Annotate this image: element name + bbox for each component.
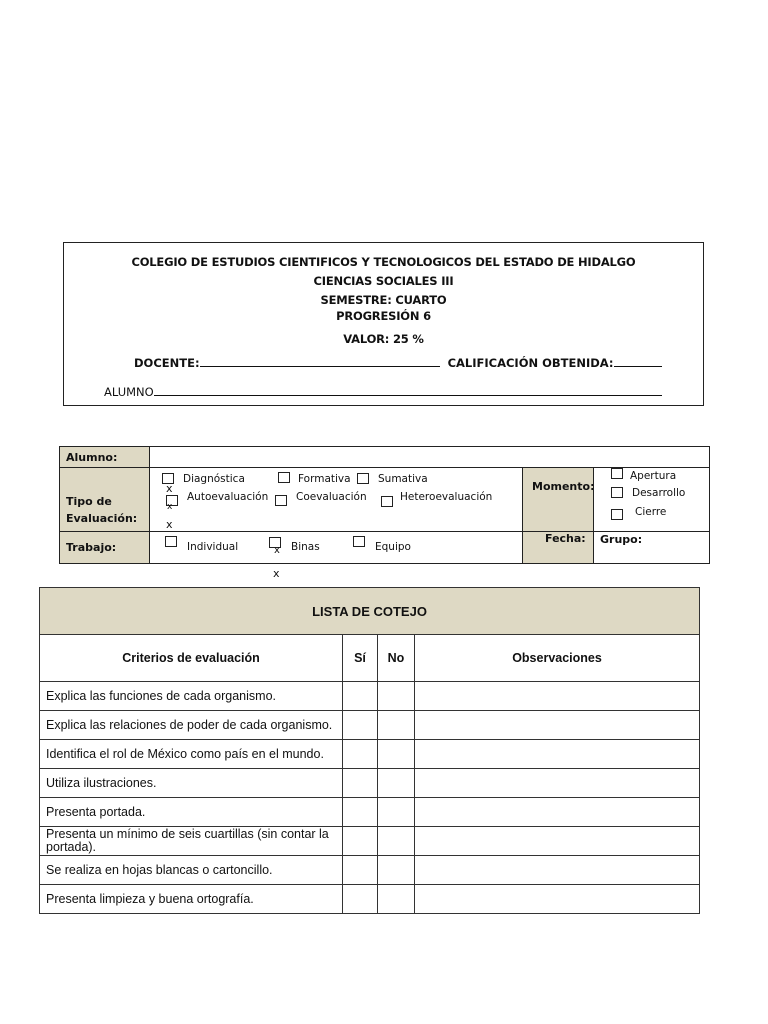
observations-cell[interactable] xyxy=(415,711,700,740)
student-line xyxy=(104,384,662,399)
option-individual: Individual xyxy=(187,541,239,553)
table-row xyxy=(40,769,700,798)
observations-cell[interactable] xyxy=(415,856,700,885)
checkbox-coevaluacion[interactable] xyxy=(275,495,287,506)
alumno-label: Alumno: xyxy=(66,451,118,464)
si-cell[interactable] xyxy=(343,769,378,798)
table-row xyxy=(40,798,700,827)
checkbox-equipo[interactable] xyxy=(353,536,365,547)
no-cell[interactable] xyxy=(378,682,415,711)
subject-title: CIENCIAS SOCIALES III xyxy=(313,274,454,288)
column-header: No xyxy=(378,635,415,682)
grade-field[interactable] xyxy=(614,355,662,367)
observations-cell[interactable] xyxy=(415,740,700,769)
option-cierre: Cierre xyxy=(635,506,667,518)
evaluation-info-table xyxy=(59,446,710,564)
student-label-cell xyxy=(59,446,150,468)
observations-cell[interactable] xyxy=(415,885,700,914)
moment-label-cell xyxy=(522,467,594,532)
student-label: ALUMNO xyxy=(104,385,154,399)
work-label-cell xyxy=(59,531,150,564)
group-cell[interactable] xyxy=(593,531,710,564)
checkbox-individual[interactable] xyxy=(165,536,177,547)
table-row xyxy=(40,682,700,711)
no-cell[interactable] xyxy=(378,740,415,769)
date-label-cell xyxy=(522,531,594,564)
progression-line: PROGRESIÓN 6 xyxy=(336,309,431,323)
teacher-grade-line xyxy=(134,355,662,370)
eval-type-label-1: Tipo de xyxy=(66,495,112,508)
group-label: Grupo: xyxy=(600,533,643,546)
observations-cell[interactable] xyxy=(415,827,700,856)
eval-type-label-cell xyxy=(59,467,150,532)
school-name: COLEGIO DE ESTUDIOS CIENTIFICOS Y TECNOLOGICOS DEL ESTADO DE HIDALGO xyxy=(131,255,636,269)
header-box xyxy=(63,242,704,406)
no-cell[interactable] xyxy=(378,827,415,856)
observations-cell[interactable] xyxy=(415,682,700,711)
option-heteroevaluacion: Heteroevaluación xyxy=(400,491,493,503)
si-cell[interactable] xyxy=(343,827,378,856)
checklist-title: LISTA DE COTEJO xyxy=(40,588,700,635)
criterion-cell: Explica las relaciones de poder de cada organismo. xyxy=(40,711,343,740)
checkbox-formativa[interactable] xyxy=(278,472,290,483)
checkbox-desarrollo[interactable] xyxy=(611,487,623,498)
work-options-cell xyxy=(149,531,523,564)
column-header: Observaciones xyxy=(415,635,700,682)
criterion-cell: Explica las funciones de cada organismo. xyxy=(40,682,343,711)
table-row xyxy=(40,711,700,740)
option-apertura: Apertura xyxy=(630,470,677,482)
option-coevaluacion: Coevaluación xyxy=(296,491,367,503)
table-row xyxy=(40,856,700,885)
checkbox-cierre[interactable] xyxy=(611,509,623,520)
criterion-cell: Presenta limpieza y buena ortografía. xyxy=(40,885,343,914)
observations-cell[interactable] xyxy=(415,798,700,827)
option-diagnostica: Diagnóstica xyxy=(183,473,245,485)
no-cell[interactable] xyxy=(378,885,415,914)
option-autoevaluacion: Autoevaluación xyxy=(187,491,269,503)
column-header: Criterios de evaluación xyxy=(40,635,343,682)
grade-label: CALIFICACIÓN OBTENIDA: xyxy=(447,356,614,370)
checkbox-sumativa[interactable] xyxy=(357,473,369,484)
criterion-cell: Presenta un mínimo de seis cuartillas (sin contar la portada). xyxy=(40,827,343,856)
semester-line: SEMESTRE: CUARTO xyxy=(320,293,447,307)
student-field[interactable] xyxy=(154,384,662,396)
criterion-cell: Utiliza ilustraciones. xyxy=(40,769,343,798)
checkbox-apertura[interactable] xyxy=(611,468,623,479)
option-formativa: Formativa xyxy=(298,473,351,485)
table-row xyxy=(40,740,700,769)
no-cell[interactable] xyxy=(378,856,415,885)
checkbox-heteroevaluacion[interactable] xyxy=(381,496,393,507)
si-cell[interactable] xyxy=(343,711,378,740)
si-cell[interactable] xyxy=(343,740,378,769)
no-cell[interactable] xyxy=(378,711,415,740)
value-line: VALOR: 25 % xyxy=(343,332,424,346)
mark-x: x xyxy=(274,545,280,556)
criterion-cell: Identifica el rol de México como país en el mundo. xyxy=(40,740,343,769)
table-row xyxy=(40,885,700,914)
moment-label: Momento: xyxy=(532,480,595,493)
no-cell[interactable] xyxy=(378,769,415,798)
option-desarrollo: Desarrollo xyxy=(632,487,686,499)
eval-type-label-2: Evaluación: xyxy=(66,512,138,525)
si-cell[interactable] xyxy=(343,798,378,827)
column-header: Sí xyxy=(343,635,378,682)
moment-options-cell xyxy=(593,467,710,532)
si-cell[interactable] xyxy=(343,885,378,914)
mark-x: x xyxy=(167,502,173,512)
work-label: Trabajo: xyxy=(66,541,117,554)
no-cell[interactable] xyxy=(378,798,415,827)
observations-cell[interactable] xyxy=(415,769,700,798)
criterion-cell: Se realiza en hojas blancas o cartoncillo. xyxy=(40,856,343,885)
criterion-cell: Presenta portada. xyxy=(40,798,343,827)
option-sumativa: Sumativa xyxy=(378,473,428,485)
option-equipo: Equipo xyxy=(375,541,411,553)
student-value-cell[interactable] xyxy=(149,446,710,468)
date-label: Fecha: xyxy=(545,532,586,545)
mark-x: x xyxy=(166,482,173,495)
table-row xyxy=(40,827,700,856)
si-cell[interactable] xyxy=(343,682,378,711)
teacher-label: DOCENTE: xyxy=(134,356,200,370)
checklist-table xyxy=(39,587,699,914)
teacher-field[interactable] xyxy=(200,355,440,367)
eval-type-options-cell xyxy=(149,467,523,532)
si-cell[interactable] xyxy=(343,856,378,885)
option-binas: Binas xyxy=(291,541,320,553)
mark-x: x xyxy=(273,567,280,580)
mark-x: x xyxy=(166,518,173,531)
